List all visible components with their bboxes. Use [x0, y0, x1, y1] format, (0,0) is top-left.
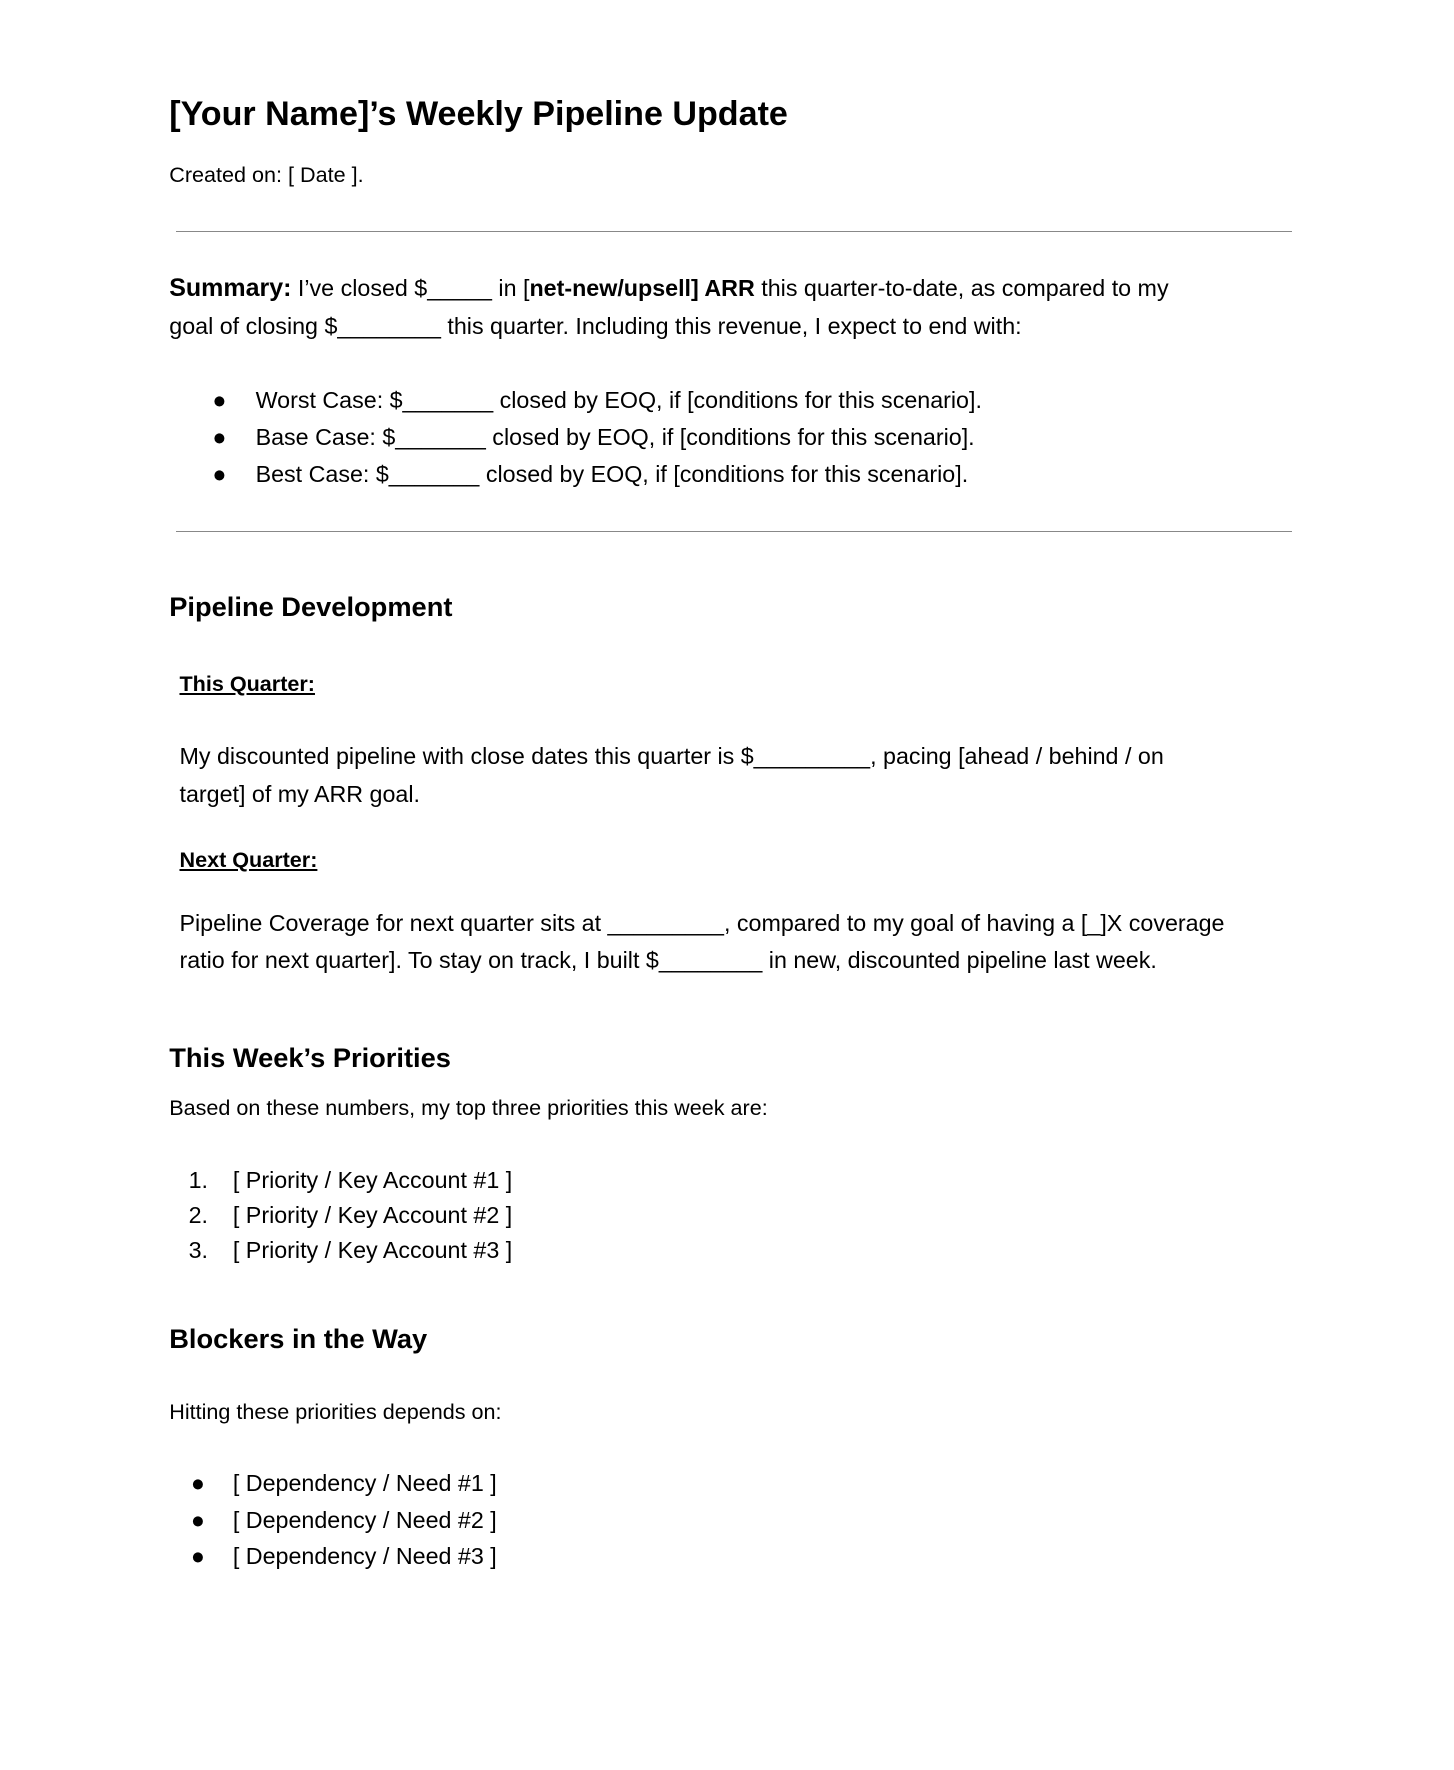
priority-item: [ Priority / Key Account #2 ]: [232, 1202, 513, 1229]
bullet-icon: ●: [212, 424, 227, 450]
next-quarter-label: Next Quarter:: [179, 846, 318, 872]
best-case: Best Case: $_______ closed by EOQ, if [conditions for this scenario].: [255, 461, 969, 488]
blocker-item: [ Dependency / Need #3 ]: [232, 1542, 497, 1569]
summary-label: Summary:: [169, 274, 292, 303]
divider: [176, 231, 1292, 232]
bullet-icon: ●: [190, 1506, 205, 1533]
blockers-intro: Hitting these priorities depends on:: [169, 1398, 502, 1424]
this-quarter-line-2: target] of my ARR goal.: [179, 780, 421, 807]
priorities-intro: Based on these numbers, my top three priorities this week are:: [169, 1095, 768, 1121]
bullet-icon: ●: [212, 386, 227, 413]
this-quarter-line-1: My discounted pipeline with close dates this quarter is $_________, pacing [ahead / behind / on: [179, 743, 1164, 770]
next-quarter-line-2: ratio for next quarter]. To stay on track, I built $________ in new, discounted pipeline last week.: [179, 946, 1157, 973]
blocker-item: [ Dependency / Need #2 ]: [232, 1506, 497, 1533]
summary-line-1: [169, 276, 1168, 301]
blocker-item: [ Dependency / Need #1 ]: [232, 1470, 497, 1497]
created-on: Created on: [ Date ].: [169, 161, 364, 187]
this-quarter-label: This Quarter:: [179, 670, 315, 696]
bullet-icon: ●: [190, 1470, 205, 1497]
summary-text: I’ve closed $_____ in [: [291, 275, 530, 302]
bullet-icon: ●: [190, 1542, 205, 1569]
blockers-heading: Blockers in the Way: [169, 1322, 428, 1354]
summary-line-2: goal of closing $________ this quarter. Including this revenue, I expect to end with:: [169, 312, 1022, 339]
summary-text: this quarter-to-date, as compared to my: [754, 275, 1169, 302]
pipeline-heading: Pipeline Development: [169, 590, 453, 622]
next-quarter-line-1: Pipeline Coverage for next quarter sits at _________, compared to my goal of having a [_]X coverage: [179, 910, 1225, 937]
priorities-heading: This Week’s Priorities: [169, 1041, 451, 1073]
summary-bold: net-new/upsell] ARR: [529, 275, 755, 302]
list-number: 1.: [188, 1166, 208, 1193]
list-number: 2.: [188, 1202, 208, 1229]
worst-case: Worst Case: $_______ closed by EOQ, if [conditions for this scenario].: [255, 386, 982, 413]
bullet-icon: ●: [212, 461, 227, 488]
divider: [176, 531, 1292, 532]
priority-item: [ Priority / Key Account #3 ]: [232, 1237, 513, 1264]
priority-item: [ Priority / Key Account #1 ]: [232, 1166, 513, 1193]
base-case: Base Case: $_______ closed by EOQ, if [conditions for this scenario].: [255, 424, 975, 450]
list-number: 3.: [188, 1237, 208, 1264]
page-title: [Your Name]’s Weekly Pipeline Update: [169, 94, 788, 133]
